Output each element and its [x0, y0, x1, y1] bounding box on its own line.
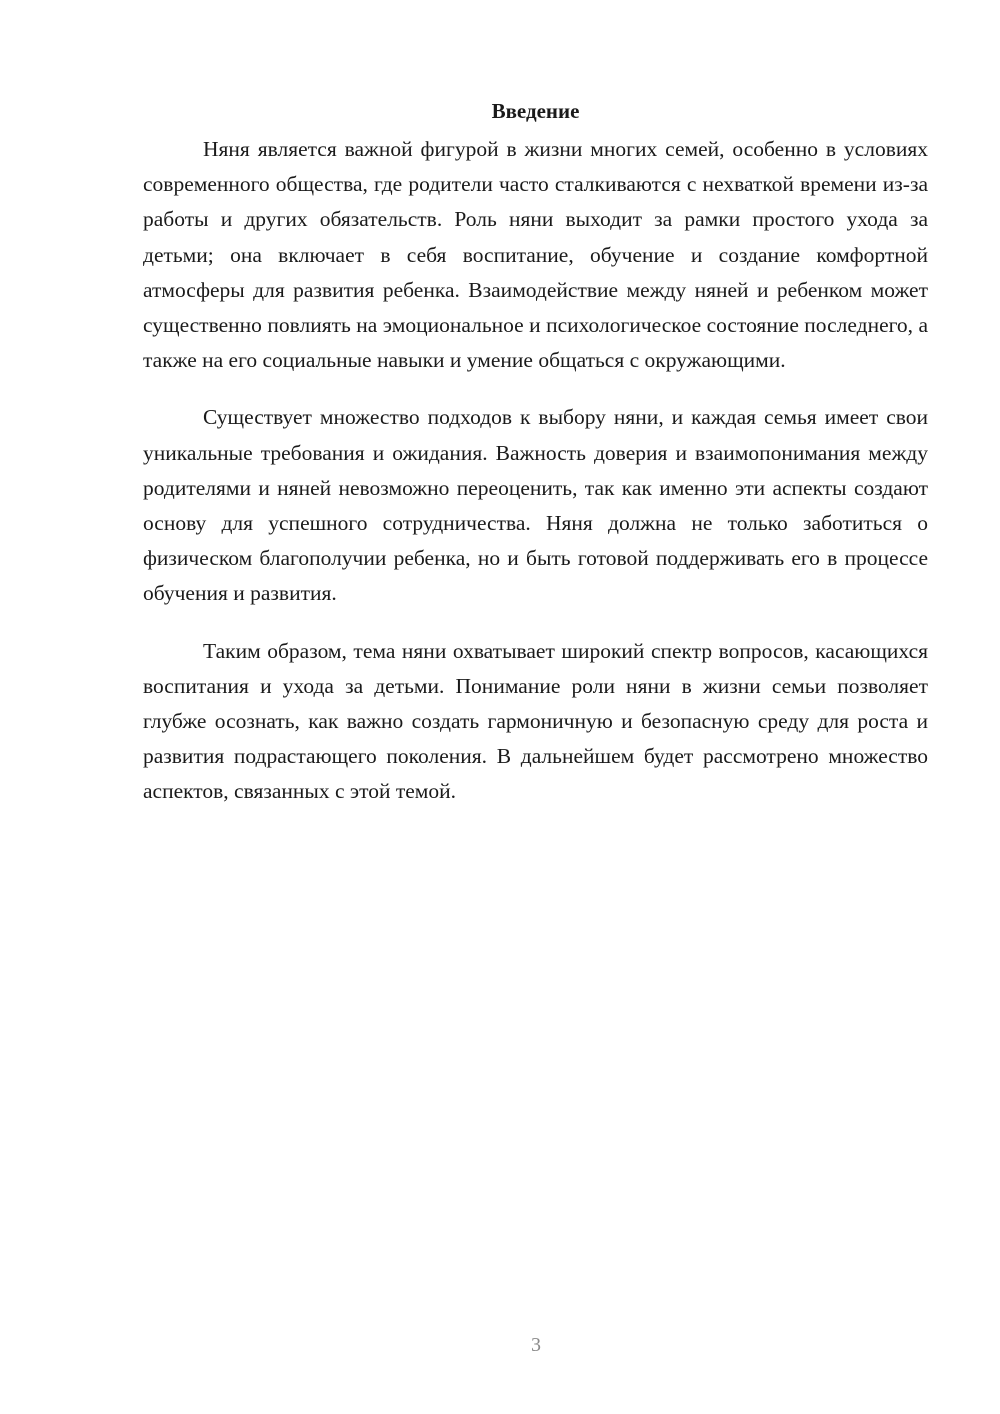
paragraph-1: Няня является важной фигурой в жизни многих семей, особенно в условиях современного общества, где родители часто сталкиваются с нехваткой времени из-за работы и других обязательств. Роль няни выходит за рамки простого ухода за детьми; она включает в себя воспитание, обучение и создание комфортной атмосферы для развития ребенка. Взаимодействие между няней и ребенком может существенно повлиять на эмоциональное и психологическое состояние последнего, а также на его социальные навыки и умение общаться с окружающими. — [143, 137, 928, 373]
paragraph-2: Существует множество подходов к выбору няни, и каждая семья имеет свои уникальные требования и ожидания. Важность доверия и взаимопонимания между родителями и няней невозможно переоценить, так как именно эти аспекты создают основу для успешного сотрудничества. Няня должна не только заботиться о физическом благополучии ребенка, но и быть готовой поддерживать его в процессе обучения и развития. — [143, 405, 928, 606]
paragraph-3: Таким образом, тема няни охватывает широкий спектр вопросов, касающихся воспитания и ухода за детьми. Понимание роли няни в жизни семьи позволяет глубже осознать, как важно создать гармоничную и безопасную среду для роста и развития подрастающего поколения. В дальнейшем будет рассмотрено множество аспектов, связанных с этой темой. — [143, 638, 928, 804]
page-number: 3 — [531, 1334, 541, 1356]
page-content — [143, 96, 928, 832]
section-heading: Введение — [491, 99, 580, 123]
